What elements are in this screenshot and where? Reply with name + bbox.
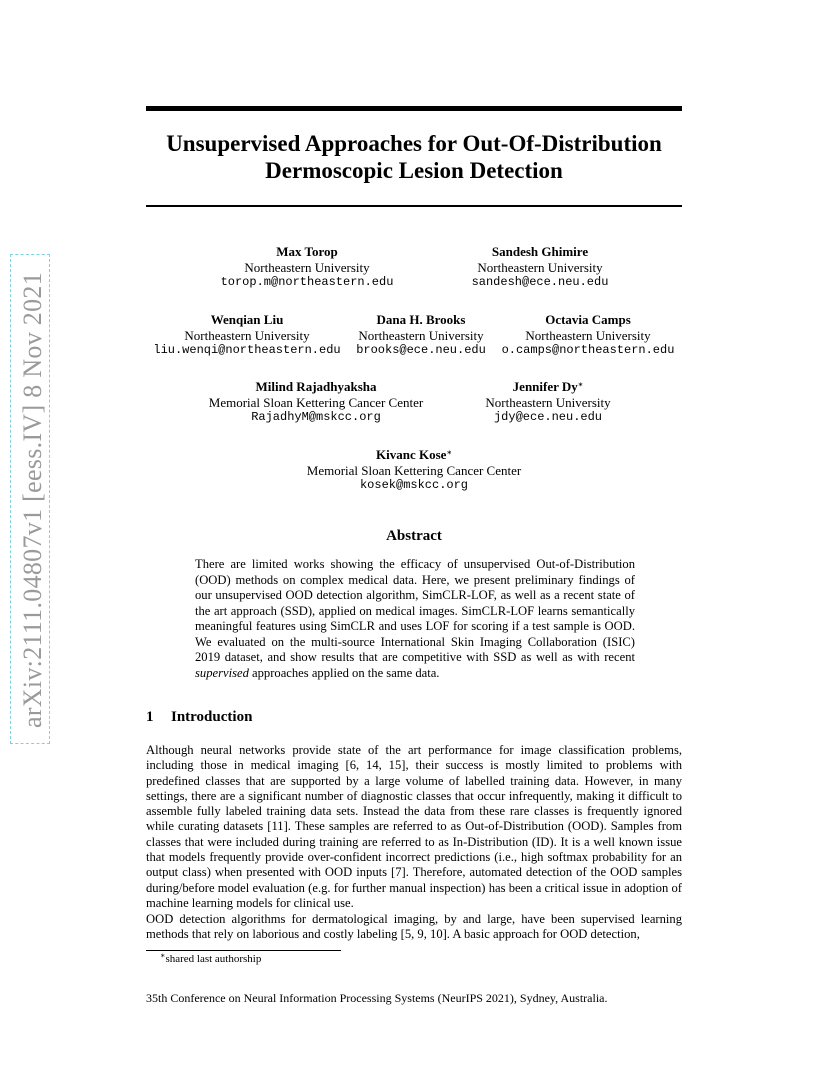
footnote	[160, 953, 261, 965]
abstract-body: There are limited works showing the efficacy of unsupervised Out-of-Distribution (OOD) methods on complex medical data. Here, we present preliminary findings of our unsupervised OOD detection algorithm, SimCLR-LOF, as well as a recent state of the art approach (SSD), applied on medical images. SimCLR-LOF learns semantically meaningful features using SimCLR and uses LOF for scoring if a test sample is OOD. We evaluated on the multi-source International Skin Imaging Collaboration (ISIC) 2019 dataset, and show results that are competitive with SSD as well as with recent	[195, 557, 635, 664]
footnote-marker: ∗	[446, 448, 452, 457]
intro-paragraph-1	[146, 743, 682, 911]
author-affiliation: Northeastern University	[244, 259, 370, 275]
citation-link[interactable]: 7	[395, 865, 402, 880]
author-email: jdy@ece.neu.edu	[493, 410, 603, 424]
author-block	[207, 244, 407, 291]
author-name	[463, 379, 633, 395]
author-affiliation: Northeastern University	[477, 259, 603, 275]
author-name: Octavia Camps	[545, 312, 631, 327]
author-email: brooks@ece.neu.edu	[356, 343, 486, 357]
author-block	[343, 312, 499, 359]
author-block	[498, 312, 678, 359]
author-name: Dana H. Brooks	[376, 312, 466, 327]
paragraph-text: Although neural networks provide state of the art performance for image classification problems, including those in medical imaging [	[146, 743, 682, 773]
author-affiliation: Memorial Sloan Kettering Cancer Center	[208, 394, 424, 410]
footnote-mark: ∗	[160, 951, 166, 960]
author-affiliation: Northeastern University	[525, 327, 651, 343]
paragraph-text: OOD detection algorithms for dermatological imaging, by and large, have been supervised learning methods that rely on laborious and costly labeling [	[146, 912, 682, 942]
author-email: kosek@mskcc.org	[359, 478, 469, 492]
footnote-rule	[146, 950, 341, 951]
section-title: Introduction	[171, 709, 253, 725]
author-block	[284, 447, 544, 494]
citation-link[interactable]: 11	[271, 819, 284, 834]
author-email: liu.wenqi@northeastern.edu	[153, 343, 341, 357]
author-name	[284, 447, 544, 463]
author-affiliation: Memorial Sloan Kettering Cancer Center	[306, 462, 522, 478]
abstract-text	[195, 557, 635, 681]
author-name: Sandesh Ghimire	[491, 244, 589, 259]
paper-title	[146, 130, 682, 184]
author-block	[147, 312, 347, 359]
citation-link[interactable]: 5, 9, 10	[404, 927, 443, 942]
author-affiliation: Northeastern University	[358, 327, 484, 343]
paragraph-text: ]. These samples are referred to as Out-of-Distribution (OOD). Samples from classes that were included during training are referred to as In-Distribution (ID). It is a well known issue that models frequently provide over-confident incorrect predictions (i.e., high softmax probability for an output class) when presented with OOD inputs [	[146, 819, 682, 880]
author-name-text: Jennifer Dy	[512, 379, 578, 394]
title-line-1: Unsupervised Approaches for Out-Of-Distribution	[166, 131, 662, 156]
abstract-heading: Abstract	[386, 528, 442, 544]
author-email: torop.m@northeastern.edu	[220, 275, 394, 289]
intro-paragraph-2	[146, 912, 682, 943]
footnote-text: shared last authorship	[165, 953, 262, 965]
paragraph-text: ]. Therefore, automated detection of the OOD samples during/before model evaluation (e.g. for further manual inspection) has been a critical issue in adoption of machine learning models for clinical use.	[146, 865, 682, 910]
arxiv-stamp: arXiv:2111.04807v1 [eess.IV] 8 Nov 2021	[18, 271, 47, 729]
author-block	[440, 244, 640, 291]
author-email: sandesh@ece.neu.edu	[471, 275, 609, 289]
author-affiliation: Northeastern University	[485, 394, 611, 410]
section-number: 1	[146, 709, 154, 725]
paragraph-text: ], their success is mostly limited to problems with predefined classes that are supported by a large volume of labelled training data. However, in many settings, there are a significant number of diagnostic classes that occur infrequently, making it difficult to assemble fully labeled training data sets. Instead the data from these rare classes is frequently ignored while curating datasets [	[146, 758, 682, 834]
author-name: Wenqian Liu	[210, 312, 284, 327]
author-name: Max Torop	[276, 244, 338, 259]
citation-link[interactable]: 6, 14, 15	[349, 758, 402, 773]
author-email: o.camps@northeastern.edu	[501, 343, 675, 357]
abstract-body-end: approaches applied on the same data.	[248, 665, 440, 680]
paragraph-text: ]. A basic approach for OOD detection,	[442, 927, 640, 942]
section-heading	[146, 709, 252, 726]
footnote-marker: ∗	[577, 380, 584, 389]
author-block	[186, 379, 446, 426]
title-rule-bottom	[146, 205, 682, 207]
conference-note: 35th Conference on Neural Information Processing Systems (NeurIPS 2021), Sydney, Australia.	[146, 991, 608, 1005]
title-rule-top	[146, 106, 682, 111]
author-affiliation: Northeastern University	[184, 327, 310, 343]
author-email: RajadhyM@mskcc.org	[251, 410, 381, 424]
author-name-text: Kivanc Kose	[376, 447, 447, 462]
abstract-emphasis: supervised	[195, 665, 249, 680]
author-name: Milind Rajadhyaksha	[255, 379, 377, 394]
author-block	[463, 379, 633, 426]
title-line-2: Dermoscopic Lesion Detection	[265, 158, 563, 183]
